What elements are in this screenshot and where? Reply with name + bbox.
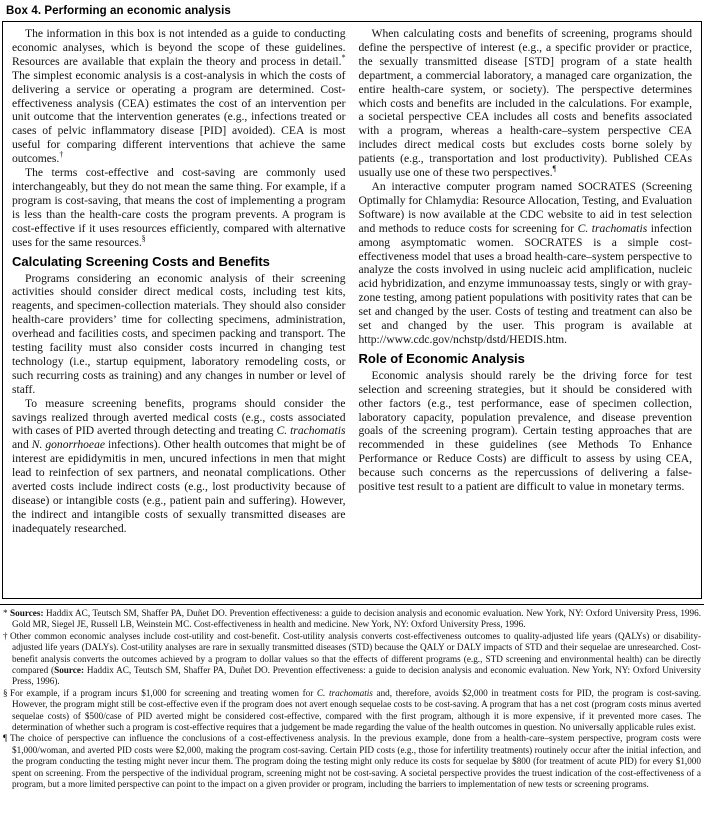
text-run: The simplest economic analysis is a cost-analysis in which the costs of delivering a service or operating a program are determined. Cost-effectiveness analysis (CEA) estimates the cost of an intervention per unit outcome that the intervention generates (e.g., infections treated or cases of pelvic inflammatory disease [PID] avoided). CEA is most useful for comparing different interventions that achieve the same outcomes. — [12, 68, 346, 166]
body-paragraph — [359, 180, 693, 347]
italic-text: C. trachomatis — [316, 687, 373, 698]
footnote — [3, 687, 701, 734]
text-run: Haddix AC, Teutsch SM, Shaffer PA, Duñet DO. Prevention effectiveness: a guide to decision analysis and economic evaluation. New York, NY: Oxford University Press, 1996. Gold MR, Siegel JE, Russell LB, Weinstein MC. Cost-effectiveness in health and medicine. New York, NY: Oxford University Press, 1996. — [12, 608, 701, 630]
footnote-marker: * — [3, 608, 8, 618]
section-heading: Calculating Screening Costs and Benefits — [12, 253, 270, 269]
text-run: Haddix AC, Teutsch SM, Shaffer PA, Duñet DO. Prevention effectiveness: a guide to decision analysis and economic evaluation. New York, NY: Oxford University Press, 1996). — [12, 665, 701, 687]
text-run: and, therefore, avoids $2,000 in treatment costs for PID, the program is cost-saving. However, the program might still be cost-effective even if the program does not avert enough sequelae costs to be cost-saving. A program that has a net cost (program costs minus averted sequelae costs) of $500/case of PID averted might be considered cost-effective, compared with the first program, although it is more expensive, if it prevented more cases. The determination of whether such a program is cost-effective requires that a judgement be made regarding the value of the health outcomes in question. No universally applicable rules exist. — [12, 687, 701, 733]
section-heading: Role of Economic Analysis — [358, 350, 525, 366]
box-title: Box 4. Performing an economic analysis — [6, 5, 231, 17]
text-run: The information in this box is not intended as a guide to conducting economic analyses, which is beyond the scope of these guidelines. Resources are available that explain the theory and process in detail. — [12, 27, 346, 68]
box-right-column — [359, 27, 693, 590]
bold-text: Sources: — [10, 608, 44, 618]
text-run: Economic analysis should rarely be the driving force for test selection and screening strategies, but it should be considered with other factors (e.g., test performance, ease of specimen collection, laboratory capacity, population prevalence, and disease prevention goals of the screening program). Certain testing approaches that are recommended in these guidelines (see Methods To Enhance Performance or Reduce Costs) are difficult to assess by using CEA, because such concerns as the repercussions of delivering a false-positive test result to a patient are difficult to value in monetary terms. — [358, 368, 692, 494]
body-paragraph — [12, 272, 346, 397]
footnote-marker: ¶ — [3, 733, 8, 744]
footnote — [3, 608, 701, 631]
italic-text: C. trachomatis — [276, 424, 346, 438]
body-paragraph — [12, 397, 346, 536]
body-paragraph — [12, 166, 346, 249]
footnote-reference-mark: † — [59, 150, 64, 160]
text-run: infection among asymptomatic women. SOCRATES is a simple cost-effectiveness model that uses a broad health-care–system perspective to analyze the costs involved in using nucleic acid amplification, nucleic acid hybridization, and enzyme immunoassay tests, singly or with gray-zone testing, among patient populations with positivity rates that can be set and changed by the user. Costs of testing and treatment can also be set and changed by the user. This program is available at http://www.cdc.gov/nchstp/dstd/HEDIS.htm. — [358, 221, 692, 346]
text-run: infections). Other health outcomes that might be of interest are epididymitis in men, uncured infections in men that might lead to reinfection of sex partners, and neonatal complications. Other averted costs include indirect costs (e.g., lost productivity because of disease) or intangible costs (e.g., patient pain and suffering). However, the indirect and intangible costs of sexually transmitted diseases are inadequately researched. — [12, 438, 346, 535]
body-paragraph — [359, 27, 693, 180]
bold-text: Source: — [54, 665, 85, 676]
box-left-column — [12, 27, 346, 590]
footnote-separator-rule — [0, 604, 704, 605]
body-paragraph — [12, 27, 346, 166]
footnote-marker: † — [3, 630, 8, 641]
italic-text: N. gonorrhoeae — [31, 438, 106, 452]
footnote-reference-mark: * — [341, 52, 346, 62]
text-run: Programs considering an economic analysis of their screening activities should consider direct medical costs, including test kits, reagents, and specimen-collection materials. They should also consider health-care providers’ time for collecting specimens, administration, overhead and facilities costs, and specimen packing and transport. The testing facility must also consider costs incurred in changing test technology (i.e., startup equipment, laboratory remodeling costs, or such recurring costs as training) and any changes in number or level of staff. — [12, 271, 346, 396]
footnote-marker: § — [3, 687, 8, 698]
text-run: The terms cost-effective and cost-saving are commonly used interchangeably, but they do not mean the same thing. For example, if a program is cost-saving, that means the cost of implementing a program is less than the health-care costs the program prevents. A program is cost-effective if it uses resources efficiently, compared with alternative uses for the same resources. — [12, 166, 346, 249]
text-run: The choice of perspective can influence the conclusions of a cost-effectiveness analysis. In the previous example, done from a health-care–system perspective, program costs were $1,000/woman, and averted PID costs were $2,000, making the program cost-saving. Certain PID costs (e.g., those for infertility treatments) routinely occur after the initial infection, and the program conducting the testing might never incur them. The program doing the testing might only reduce its costs for sequelae by $800 (for treatment of acute PID) for every $1,000 spent on screening. From the perspective of the individual program, screening might not be cost-saving. A societal perspective provides the truest indication of the cost-effectiveness of a program, but a more limited perspective can point to the impact on a given provider or program, including the barriers to implementation of new tests or screening programs. — [10, 733, 701, 790]
text-run: Other common economic analyses include cost-utility and cost-benefit. Cost-utility analysis converts cost-effectiveness outcomes to quality-adjusted life years (QALYs) or disability-adjusted life years (DALYs). Cost-utility analyses are rare in sexually transmitted diseases (STD) because the QALY or DALY impacts of STD and their sequelae are unresearched. Cost-benefit analysis converts the outcomes achieved by a program to dollar values so that the effects of different programs (e.g., STD screening and environmental health) can be directly compared ( — [10, 630, 701, 676]
footnotes-section — [0, 608, 704, 791]
text-run: An interactive computer program named SOCRATES (Screening Optimally for Chlamydia: Resource Allocation, Testing, and Evaluation Software) is now available at the CDC website to aid in test selection and methods to reduce costs for screening for — [358, 179, 692, 235]
body-paragraph — [359, 369, 693, 494]
footnote — [3, 630, 701, 688]
footnote-reference-mark: ¶ — [552, 164, 557, 174]
italic-text: C. trachomatis — [577, 221, 648, 235]
text-run: and — [12, 438, 32, 452]
text-run: For example, if a program incurs $1,000 for screening and treating women for — [10, 687, 317, 698]
footnote — [3, 733, 701, 790]
economic-analysis-box — [2, 21, 702, 599]
text-run: To measure screening benefits, programs should consider the savings realized through averted medical costs (e.g., costs associated with cases of PID averted through detecting and treating — [12, 396, 346, 438]
footnote-reference-mark: § — [141, 233, 146, 243]
text-run: When calculating costs and benefits of screening, programs should define the perspective of interest (e.g., a specific provider or practice, the sexually transmitted disease [STD] program of a state health department, a commercial laboratory, a managed care organization, the entire health-care system, or society). The perspective determines which costs and benefits are included in the calculations. For example, a societal perspective CEA includes all costs and benefits associated with a program, whereas a health-care–system perspective CEA includes direct medical costs but excludes costs borne solely by patients (e.g., transportation and lost productivity). Published CEAs usually use one of these two perspectives. — [358, 27, 692, 180]
